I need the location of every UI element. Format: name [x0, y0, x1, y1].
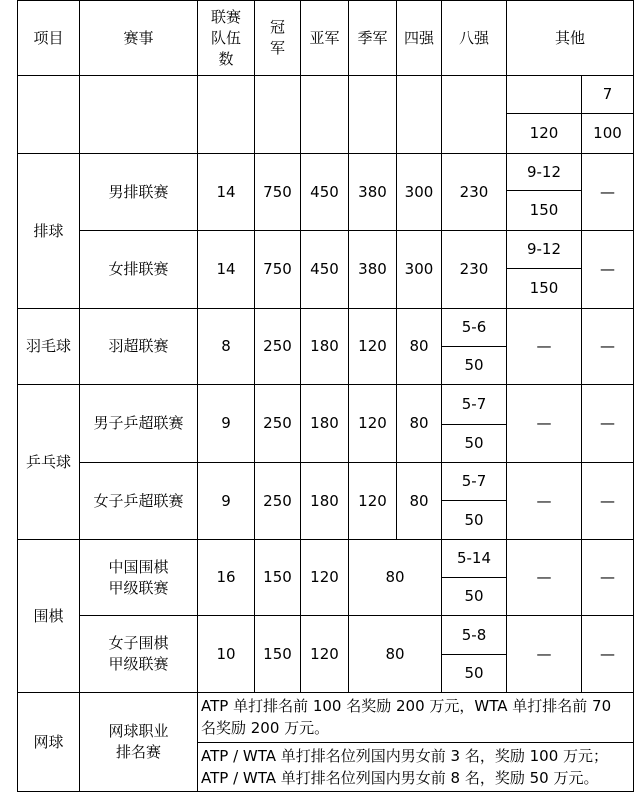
- rule: [197, 742, 634, 743]
- other-points-cell: 150: [529, 201, 559, 219]
- project-tennis: 网球: [33, 732, 64, 751]
- other-extra-cell: —: [600, 182, 615, 201]
- third-cell: 120: [358, 414, 387, 432]
- other-b-cell: —: [600, 337, 615, 355]
- header-third: 季军: [357, 28, 388, 47]
- tennis-note-1: ATP 单打排名前 100 名奖励 200 万元，WTA 单打排名前 70 名奖励 200 万元。: [201, 697, 612, 737]
- third-cell: 120: [358, 337, 387, 355]
- top8-points-cell: 50: [464, 587, 484, 605]
- top8-rank-cell: 5-14: [456, 549, 492, 567]
- top4-cell: 80: [409, 337, 429, 355]
- top4-cell: 80: [409, 414, 429, 432]
- runner-up-cell: 120: [310, 568, 339, 586]
- teams-cell: 8: [221, 337, 231, 355]
- other-a-cell: —: [536, 568, 552, 586]
- other-b-cell: —: [600, 414, 615, 432]
- teams-cell: 9: [221, 414, 231, 432]
- project-badminton: 羽毛球: [25, 337, 71, 355]
- top8-rank-cell: 5-8: [461, 625, 487, 644]
- champion-cell: 250: [263, 491, 292, 510]
- header-other: 其他: [554, 28, 585, 47]
- event-mens-table-tennis: 男子乒超联赛: [93, 414, 184, 432]
- header-top8: 八强: [458, 28, 489, 47]
- third-cell: 380: [358, 182, 387, 201]
- other-a-cell: —: [536, 644, 552, 663]
- champion-cell: 250: [263, 414, 292, 432]
- header-runner-up: 亚军: [309, 28, 340, 47]
- top-row-points-a: 120: [529, 124, 559, 142]
- event-womens-go-league: 女子围棋 甲级联赛: [108, 634, 169, 673]
- runner-up-cell: 450: [310, 182, 339, 201]
- third-top4-merged-cell: 80: [385, 644, 405, 663]
- other-extra-cell: —: [600, 260, 615, 278]
- other-b-cell: —: [600, 491, 615, 510]
- event-womens-volleyball: 女排联赛: [108, 260, 169, 278]
- champion-cell: 750: [263, 182, 292, 201]
- other-a-cell: —: [536, 414, 552, 432]
- other-b-cell: —: [600, 644, 615, 663]
- event-mens-volleyball: 男排联赛: [108, 182, 169, 201]
- teams-cell: 14: [216, 182, 236, 201]
- other-b-cell: —: [600, 568, 615, 586]
- top8-rank-cell: 5-6: [461, 318, 487, 336]
- header-teams: 联赛 队伍 数: [210, 7, 241, 68]
- project-go: 围棋: [33, 606, 64, 625]
- champion-cell: 150: [263, 568, 292, 586]
- rule: [17, 75, 634, 76]
- teams-cell: 9: [221, 491, 231, 510]
- event-tennis-ranking: 网球职业 排名赛: [108, 722, 169, 761]
- runner-up-cell: 450: [310, 260, 339, 278]
- header-project: 项目: [33, 28, 64, 47]
- other-points-cell: 150: [529, 279, 559, 297]
- header-champion: 冠 军: [269, 18, 285, 57]
- top8-cell: 230: [459, 182, 489, 201]
- teams-cell: 10: [216, 644, 236, 663]
- champion-cell: 150: [263, 644, 292, 663]
- top8-rank-cell: 5-7: [461, 472, 487, 490]
- top4-cell: 300: [404, 260, 434, 278]
- champion-cell: 250: [263, 337, 292, 355]
- top8-points-cell: 50: [464, 356, 484, 374]
- top8-points-cell: 50: [464, 664, 484, 682]
- runner-up-cell: 180: [310, 414, 339, 432]
- event-china-go-league: 中国围棋 甲级联赛: [108, 557, 169, 597]
- other-rank-cell: 9-12: [526, 240, 562, 258]
- top4-cell: 80: [409, 491, 429, 510]
- rule: [633, 0, 634, 792]
- runner-up-cell: 120: [310, 644, 339, 663]
- top8-cell: 230: [459, 260, 489, 278]
- top-row-points-b: 100: [593, 124, 622, 142]
- other-a-cell: —: [536, 337, 552, 355]
- champion-cell: 750: [263, 260, 292, 278]
- teams-cell: 16: [216, 568, 236, 586]
- third-cell: 380: [358, 260, 387, 278]
- top8-points-cell: 50: [464, 510, 484, 529]
- rule: [17, 791, 634, 792]
- event-womens-table-tennis: 女子乒超联赛: [93, 491, 184, 510]
- other-a-cell: —: [536, 491, 552, 510]
- runner-up-cell: 180: [310, 337, 339, 355]
- project-table-tennis: 乒乓球: [25, 452, 71, 471]
- event-badminton-super: 羽超联赛: [108, 337, 169, 355]
- third-top4-merged-cell: 80: [385, 568, 405, 586]
- project-volleyball: 排球: [33, 221, 64, 240]
- top8-points-cell: 50: [464, 434, 484, 452]
- header-event: 赛事: [123, 28, 154, 47]
- top8-rank-cell: 5-7: [461, 395, 487, 413]
- top4-cell: 300: [404, 182, 434, 201]
- tennis-note-2: ATP / WTA 单打排名位列国内男女前 3 名，奖励 100 万元； ATP / WTA 单打排名位列国内男女前 8 名，奖励 50 万元。: [201, 747, 609, 787]
- top-row-rank: 7: [602, 85, 613, 103]
- teams-cell: 14: [216, 260, 236, 278]
- runner-up-cell: 180: [310, 491, 339, 510]
- third-cell: 120: [358, 491, 387, 510]
- header-top4: 四强: [403, 28, 434, 47]
- other-rank-cell: 9-12: [526, 162, 562, 181]
